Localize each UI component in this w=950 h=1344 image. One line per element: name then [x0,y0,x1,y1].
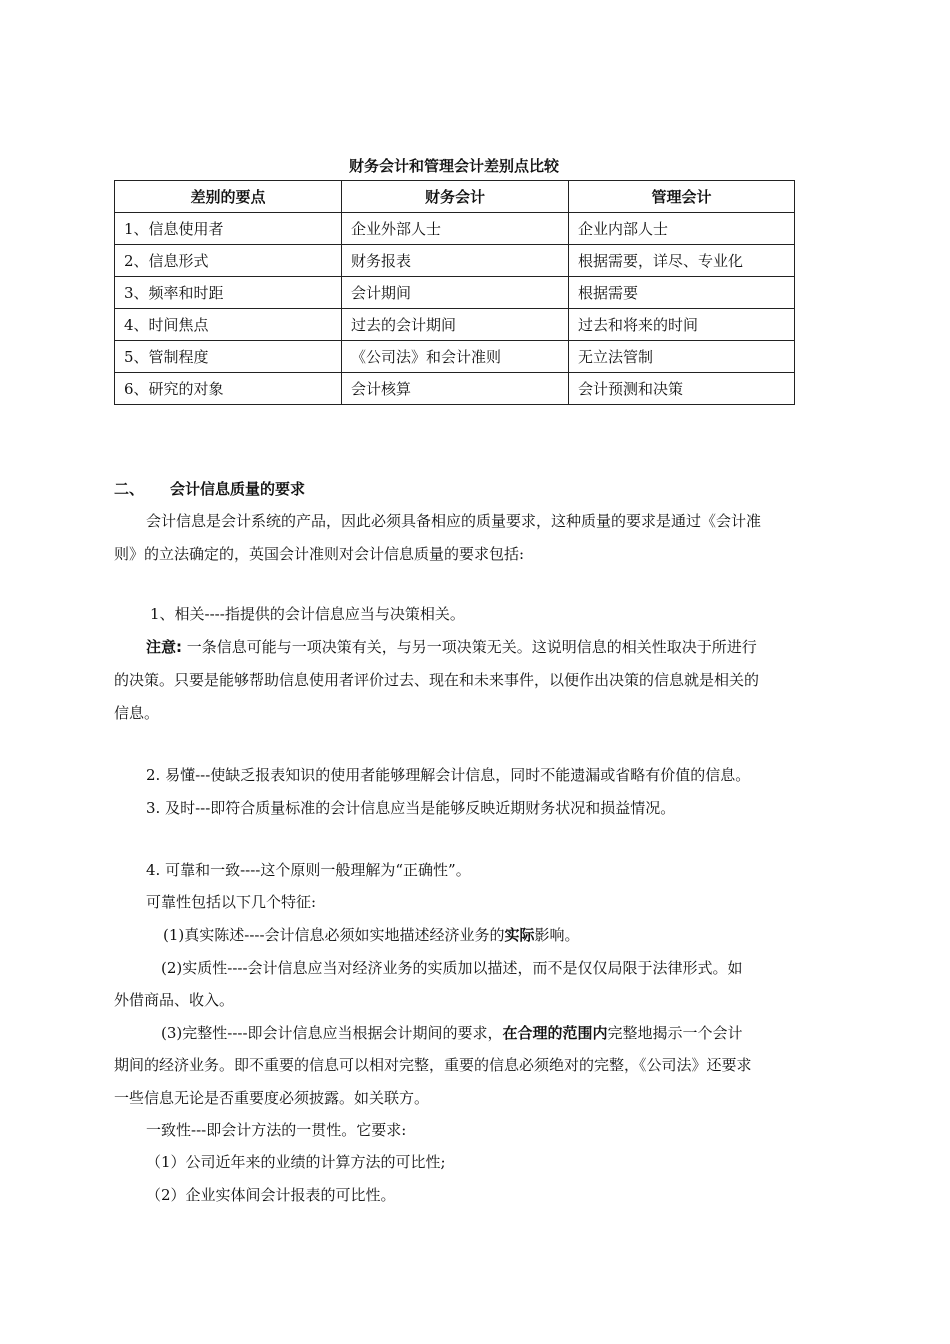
table-cell: 企业外部人士 [342,213,569,245]
comparison-table [114,180,795,405]
table-cell: 2、信息形式 [115,245,342,277]
sub-item-3-emphasis: 在合理的范围内 [502,1024,608,1042]
table-title: 财务会计和管理会计差别点比较 [348,157,559,175]
sub-item-3-line-3: 一些信息无论是否重要度必须披露。如关联方。 [114,1089,430,1107]
table-cell: 1、信息使用者 [115,213,342,245]
table-row [115,245,795,277]
consistency-item-1: （1）公司近年来的业绩的计算方法的可比性; [146,1153,446,1171]
note-line-3: 信息。 [114,704,160,722]
sub-item-1-text: (1)真实陈述----会计信息必须如实地描述经济业务的 [163,926,505,944]
table-cell: 会计期间 [342,277,569,309]
sub-item-1-emphasis: 实际 [504,926,535,944]
item-timeliness: 3. 及时---即符合质量标准的会计信息应当是能够反映近期财务状况和损益情况。 [146,799,676,817]
table-cell: 3、频率和时距 [115,277,342,309]
sub-item-3-tail: 完整地揭示一个会计 [607,1024,743,1042]
note-label: 注意: [146,638,182,656]
sub-item-3-text: (3)完整性----即会计信息应当根据会计期间的要求， [161,1024,503,1042]
column-header: 差别的要点 [115,181,342,213]
table-cell: 6、研究的对象 [115,373,342,405]
table-cell: 会计预测和决策 [569,373,795,405]
note-text: 一条信息可能与一项决策有关，与另一项决策无关。这说明信息的相关性取决于所进行 [182,638,757,656]
table-row [115,309,795,341]
item-reliability: 4. 可靠和一致----这个原则一般理解为“正确性”。 [146,861,471,879]
note-line-2: 的决策。只要是能够帮助信息使用者评价过去、现在和未来事件，以便作出决策的信息就是相关的 [114,671,760,689]
item-understandability: 2. 易懂---使缺乏报表知识的使用者能够理解会计信息，同时不能遗漏或省略有价值的信息。 [146,766,751,784]
table-header-row [115,181,795,213]
sub-item-1 [163,924,580,946]
table-cell: 过去的会计期间 [342,309,569,341]
table-row [115,341,795,373]
table-cell: 过去和将来的时间 [569,309,795,341]
table-cell: 根据需要 [569,277,795,309]
sub-item-3-line-1 [161,1022,743,1044]
table-cell: 5、管制程度 [115,341,342,373]
column-header: 财务会计 [342,181,569,213]
section-heading [114,478,305,499]
table-cell: 4、时间焦点 [115,309,342,341]
table-cell: 《公司法》和会计准则 [342,341,569,373]
table-cell: 会计核算 [342,373,569,405]
sub-item-3-line-2: 期间的经济业务。即不重要的信息可以相对完整，重要的信息必须绝对的完整，《公司法》还要求 [114,1056,752,1074]
table-row [115,277,795,309]
table-cell: 财务报表 [342,245,569,277]
note-line-1 [146,636,757,658]
consistency-item-2: （2）企业实体间会计报表的可比性。 [146,1186,396,1204]
column-header: 管理会计 [569,181,795,213]
sub-item-1-tail: 影响。 [534,926,580,944]
sub-item-2-line-2: 外借商品、收入。 [114,991,235,1009]
section-title: 会计信息质量的要求 [170,480,306,498]
section-number: 二、 [114,480,145,498]
table-cell: 无立法管制 [569,341,795,373]
table-row [115,213,795,245]
reliability-intro: 可靠性包括以下几个特征: [146,893,317,911]
table-row [115,373,795,405]
consistency-intro: 一致性---即会计方法的一贯性。它要求: [146,1121,407,1139]
intro-line-1: 会计信息是会计系统的产品，因此必须具备相应的质量要求，这种质量的要求是通过《会计准 [146,512,762,530]
intro-line-2: 则》的立法确定的，英国会计准则对会计信息质量的要求包括: [114,545,525,563]
table-cell: 企业内部人士 [569,213,795,245]
item-relevance: 1、相关----指提供的会计信息应当与决策相关。 [150,605,465,623]
sub-item-2-line-1: (2)实质性----会计信息应当对经济业务的实质加以描述，而不是仅仅局限于法律形式。如 [161,959,743,977]
table-cell: 根据需要，详尽、专业化 [569,245,795,277]
